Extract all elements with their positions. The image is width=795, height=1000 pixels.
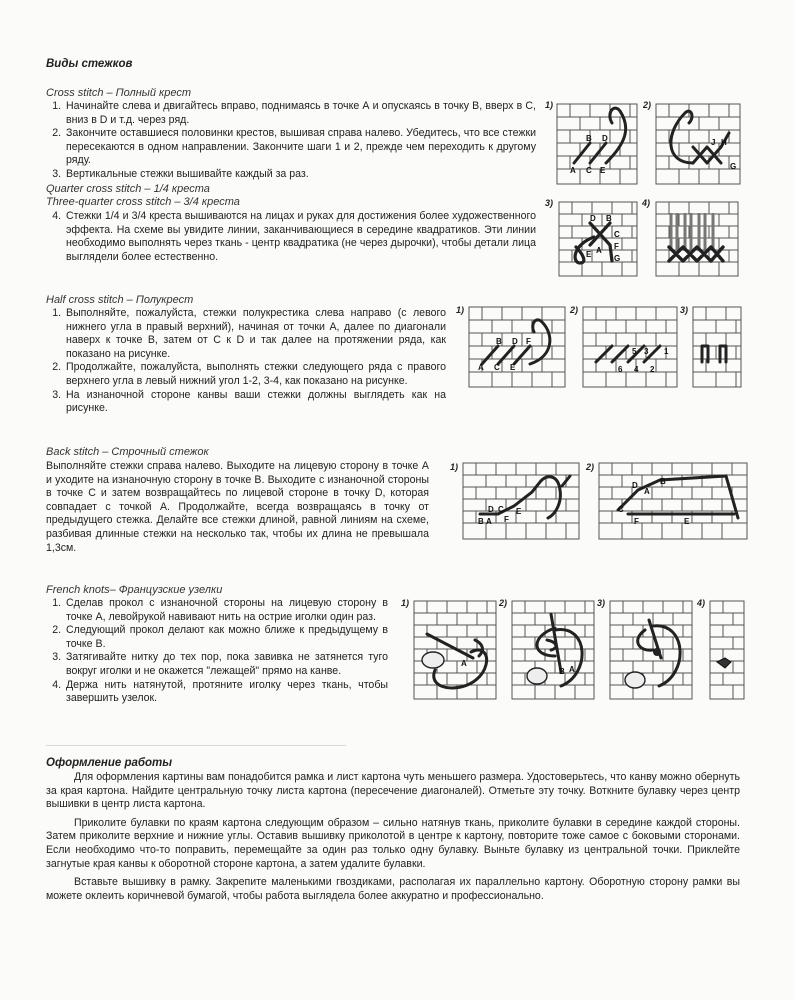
svg-text:B: B bbox=[586, 134, 592, 143]
svg-text:5: 5 bbox=[632, 347, 637, 356]
french-knot-diagram-3 bbox=[609, 600, 693, 700]
back-fig-1-label: 1) bbox=[450, 462, 459, 472]
svg-text:D: D bbox=[512, 337, 518, 346]
svg-text:F: F bbox=[614, 242, 619, 251]
cross-step-2: 2. Закончите оставшиеся половинки крестов, вышивая справа налево. Убедитесь, что все стежки пересекаются в одном направлении. Закончите шаги 1 и 2, прежде чем переходить к другому ряду. bbox=[64, 127, 536, 168]
svg-text:H: H bbox=[721, 138, 727, 147]
half-fig-1-label: 1) bbox=[456, 305, 465, 315]
svg-text:A: A bbox=[461, 659, 467, 668]
svg-text:G: G bbox=[730, 162, 737, 171]
half-fig-3-label: 3) bbox=[680, 305, 689, 315]
svg-text:E: E bbox=[586, 250, 592, 259]
svg-text:F: F bbox=[634, 517, 639, 526]
back-stitch-diagram-2 bbox=[598, 462, 748, 540]
svg-text:E: E bbox=[516, 507, 522, 516]
framing-paragraph-1: Для оформления картины вам понадобится рамка и лист картона чуть меньшего размера. Удостоверьтесь, что канву можно обернуть за края картона. Найдите центральную точку листа картона (пересечение диагоналей). Отметьте эту точку. Воткните булавку через центр вышивки в центр листа картона. bbox=[46, 771, 740, 811]
half-step-3: 3. На изнаночной стороне канвы ваши стежки должны выглядеть как на рисунке. bbox=[64, 389, 446, 416]
back-fig-2-label: 2) bbox=[586, 462, 595, 472]
half-cross-title: Half cross stitch – Полукрест bbox=[46, 294, 194, 306]
svg-text:B: B bbox=[660, 477, 666, 486]
three-quarter-stitch-title: Three-quarter cross stitch – 3/4 креста bbox=[46, 196, 240, 208]
cross-step-3: 3. Вертикальные стежки вышивайте каждый за раз. bbox=[64, 168, 536, 182]
french-knot-diagram-1 bbox=[413, 600, 497, 700]
svg-text:D: D bbox=[602, 134, 608, 143]
cross-stitch-list bbox=[46, 100, 536, 182]
framing-title: Оформление работы bbox=[46, 757, 173, 769]
scan-artifact-line bbox=[46, 745, 346, 746]
cross-step-1: 1. Начинайте слева и двигайтесь вправо, поднимаясь в точке А и опускаясь в точку В, вверх в С, вниз в D и т.д. через ряд. bbox=[64, 100, 536, 127]
svg-text:1: 1 bbox=[664, 347, 669, 356]
cross-stitch-diagram-3 bbox=[558, 201, 638, 277]
svg-text:4: 4 bbox=[634, 365, 639, 374]
svg-text:A: A bbox=[478, 363, 484, 372]
cross-stitch-diagram-1 bbox=[556, 103, 638, 185]
svg-text:A: A bbox=[486, 517, 492, 526]
french-fig-1-label: 1) bbox=[401, 598, 410, 608]
half-step-1: 1. Выполняйте, пожалуйста, стежки полукрестика слева направо (с левого нижнего угла в правый верхний), начиная от точки А, далее по диагонали наверх к точке В, затем от С к D и так далее на протяжении ряда, как показано на рисунке. bbox=[64, 307, 446, 361]
svg-text:J: J bbox=[711, 138, 716, 147]
framing-paragraph-3: Вставьте вышивку в рамку. Закрепите маленькими гвоздиками, располагая их параллельно картону. Оборотную сторону рамки вы можете оклеить коричневой бумагой, чтобы работа выглядела более аккуратно и профессионально. bbox=[46, 876, 740, 902]
french-knot-diagram-2 bbox=[511, 600, 595, 700]
french-fig-4-label: 4) bbox=[697, 598, 706, 608]
cross-fig-1-label: 1) bbox=[545, 100, 554, 110]
svg-text:F: F bbox=[504, 515, 509, 524]
svg-text:D: D bbox=[488, 505, 494, 514]
french-step-4: 4. Держа нить натянутой, протяните иголку через ткань, чтобы завершить узелок. bbox=[64, 679, 388, 706]
french-knots-list bbox=[46, 597, 388, 706]
back-stitch-text: Выполняйте стежки справа налево. Выходите на лицевую сторону в точке А и уходите на изнаночную сторону в точке В. Выходите с изнаночной стороны в точке С и затем возвращайтесь по лицевой стороне в точку D, которая совпадает с точкой А. Продолжайте, всегда возвращаясь в точку от предыдущего стежка. Делайте все стежки длиной, равной линиям на схеме, разбивая длинные стежки на несколько так, чтобы их длина не превышала 1,3см. bbox=[46, 460, 429, 554]
french-step-1: 1. Сделав прокол с изнаночной стороны на лицевую сторону в точке А, левойрукой навивают нить на острие иголки один раз. bbox=[64, 597, 388, 624]
french-knots-title: French knots– Французские узелки bbox=[46, 584, 223, 596]
french-fig-3-label: 3) bbox=[597, 598, 606, 608]
three-quarter-list bbox=[46, 210, 536, 264]
cross-fig-3-label: 3) bbox=[545, 198, 554, 208]
svg-text:A: A bbox=[596, 246, 602, 255]
svg-text:C: C bbox=[498, 505, 504, 514]
svg-text:C: C bbox=[614, 230, 620, 239]
half-fig-2-label: 2) bbox=[570, 305, 579, 315]
svg-text:B: B bbox=[496, 337, 502, 346]
svg-text:3: 3 bbox=[644, 347, 649, 356]
back-stitch-diagram-1 bbox=[462, 462, 580, 540]
half-cross-diagram-1 bbox=[468, 306, 566, 388]
svg-text:B: B bbox=[559, 667, 565, 676]
svg-text:A: A bbox=[569, 665, 575, 674]
svg-text:E: E bbox=[510, 363, 516, 372]
half-cross-diagram-3 bbox=[692, 306, 742, 388]
cross-stitch-diagram-2 bbox=[655, 103, 741, 185]
svg-text:B: B bbox=[478, 517, 484, 526]
svg-text:C: C bbox=[618, 505, 624, 514]
svg-text:B: B bbox=[606, 214, 612, 223]
svg-text:A: A bbox=[570, 166, 576, 175]
french-fig-2-label: 2) bbox=[499, 598, 508, 608]
cross-step-4: 4. Стежки 1/4 и 3/4 креста вышиваются на лицах и руках для достижения более художественного эффекта. На схеме вы увидите линии, заканчивающиеся в середине квадратиков. Эти линии необходимо выполнять через ткань - центр квадратика (не через дырочки), чтобы детали лица выглядели более естественно. bbox=[64, 210, 536, 264]
french-step-2: 2. Следующий прокол делают как можно ближе к предыдущему в точке В. bbox=[64, 624, 388, 651]
svg-text:2: 2 bbox=[650, 365, 655, 374]
svg-text:G: G bbox=[614, 254, 621, 263]
svg-text:6: 6 bbox=[618, 365, 623, 374]
svg-text:D: D bbox=[632, 481, 638, 490]
cross-fig-4-label: 4) bbox=[642, 198, 651, 208]
cross-fig-2-label: 2) bbox=[643, 100, 652, 110]
svg-text:F: F bbox=[526, 337, 531, 346]
french-knot-diagram-4 bbox=[709, 600, 745, 700]
framing-body bbox=[46, 771, 740, 908]
half-cross-diagram-2 bbox=[582, 306, 678, 388]
page-heading: Виды стежков bbox=[46, 58, 133, 70]
svg-text:E: E bbox=[600, 166, 606, 175]
cross-stitch-title: Cross stitch – Полный крест bbox=[46, 87, 192, 99]
french-step-3: 3. Затягивайте нитку до тех пор, пока завивка не затянется туго вокруг иголки и не окажется "лежащей" прямо на канве. bbox=[64, 651, 388, 678]
svg-text:C: C bbox=[494, 363, 500, 372]
svg-text:C: C bbox=[586, 166, 592, 175]
half-cross-list bbox=[46, 307, 446, 416]
svg-text:E: E bbox=[684, 517, 690, 526]
half-step-2: 2. Продолжайте, пожалуйста, выполнять стежки следующего ряда с правого верхнего угла в левый нижний угол 1-2, 3-4, как показано на рисунке. bbox=[64, 361, 446, 388]
svg-text:A: A bbox=[644, 487, 650, 496]
framing-paragraph-2: Приколите булавки по краям картона следующим образом – сильно натянув ткань, приколите булавки в середине каждой стороны. Затем приколите верхние и нижние углы. Оставив вышивку приколотой в центре к картону, повторите тоже самое с боковыми сторонами. Если необходимо что-то поправить, перемещайте за один раз только одну булавку. Выньте булавку из центральной точки. Приклейте загнутые края канвы к оборотной стороне картона, а затем удалите булавки. bbox=[46, 816, 740, 870]
back-stitch-title: Back stitch – Строчный стежок bbox=[46, 446, 209, 458]
cross-stitch-diagram-4 bbox=[655, 201, 739, 277]
quarter-stitch-title: Quarter cross stitch – 1/4 креста bbox=[46, 183, 210, 195]
svg-text:D: D bbox=[590, 214, 596, 223]
